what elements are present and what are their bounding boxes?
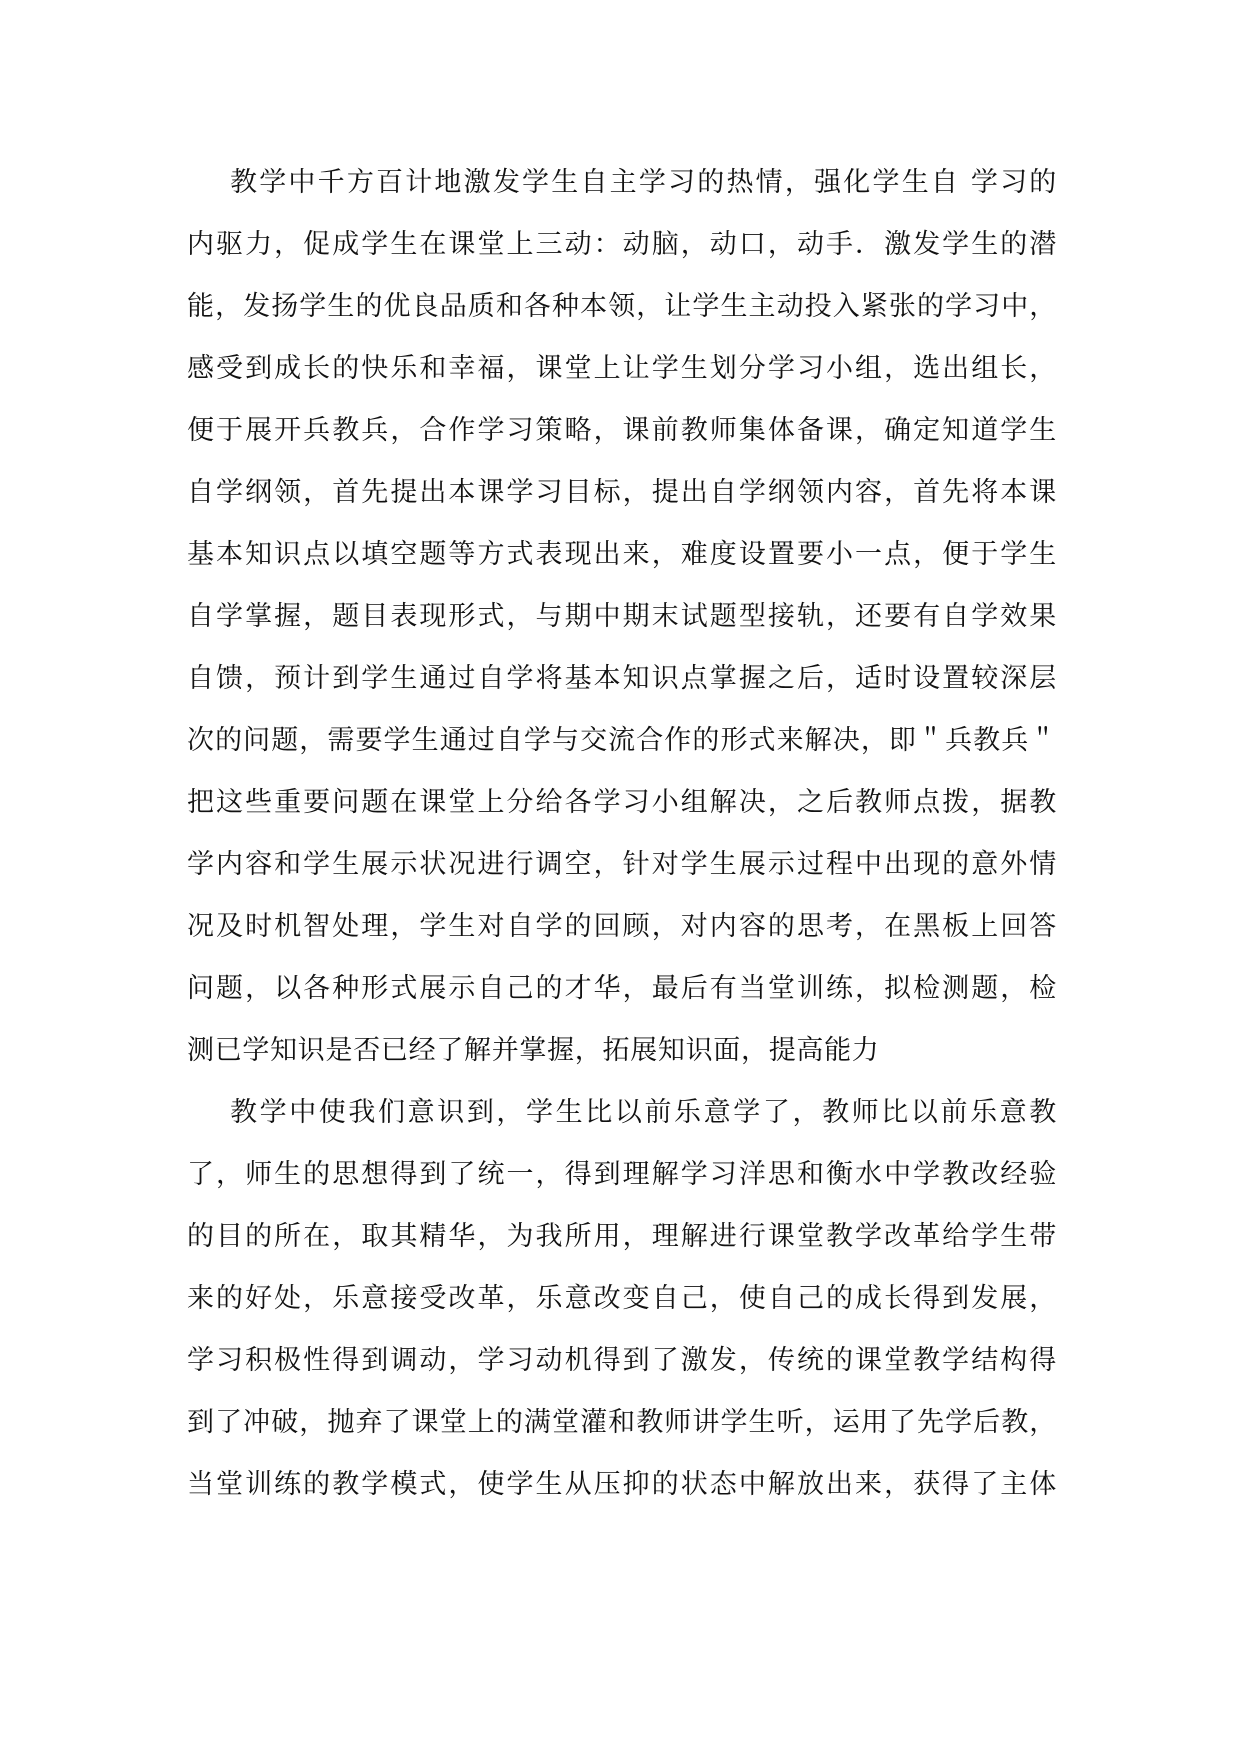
text-line: 次的问题，需要学生通过自学与交流合作的形式来解决，即＂兵教兵＂ — [187, 725, 1057, 756]
text-line: 教学中使我们意识到，学生比以前乐意学了，教师比以前乐意教 — [230, 1097, 1057, 1128]
text-line: 到了冲破，抛弃了课堂上的满堂灌和教师讲学生听，运用了先学后教， — [187, 1407, 1057, 1438]
text-line: 学内容和学生展示状况进行调空，针对学生展示过程中出现的意外情 — [187, 849, 1057, 880]
text-line: 问题，以各种形式展示自己的才华，最后有当堂训练，拟检测题，检 — [187, 973, 1057, 1004]
text-line: 内驱力，促成学生在课堂上三动：动脑，动口，动手．激发学生的潜 — [187, 229, 1057, 260]
text-line: 能，发扬学生的优良品质和各种本领，让学生主动投入紧张的学习中， — [187, 291, 1057, 322]
text-line: 了，师生的思想得到了统一，得到理解学习洋思和衡水中学教改经验 — [187, 1159, 1057, 1190]
text-line: 自学掌握，题目表现形式，与期中期末试题型接轨，还要有自学效果 — [187, 601, 1057, 632]
paragraph-2 — [187, 1082, 1057, 1516]
paragraph-1 — [187, 152, 1057, 1082]
text-line: 教学中千方百计地激发学生自主学习的热情，强化学生自 学习的 — [230, 167, 1057, 198]
text-line: 自学纲领，首先提出本课学习目标，提出自学纲领内容，首先将本课 — [187, 477, 1057, 508]
text-line: 感受到成长的快乐和幸福，课堂上让学生划分学习小组，选出组长， — [187, 353, 1057, 384]
text-line: 基本知识点以填空题等方式表现出来，难度设置要小一点，便于学生 — [187, 539, 1057, 570]
text-line: 自馈，预计到学生通过自学将基本知识点掌握之后，适时设置较深层 — [187, 663, 1057, 694]
text-line: 便于展开兵教兵，合作学习策略，课前教师集体备课，确定知道学生 — [187, 415, 1057, 446]
text-line: 测已学知识是否已经了解并掌握，拓展知识面，提高能力 — [187, 1035, 880, 1066]
document-body — [187, 152, 1057, 1516]
text-line: 的目的所在，取其精华，为我所用，理解进行课堂教学改革给学生带 — [187, 1221, 1057, 1252]
text-line: 当堂训练的教学模式，使学生从压抑的状态中解放出来，获得了主体 — [187, 1469, 1057, 1500]
text-line: 况及时机智处理，学生对自学的回顾，对内容的思考，在黑板上回答 — [187, 911, 1057, 942]
text-line: 来的好处，乐意接受改革，乐意改变自己，使自己的成长得到发展， — [187, 1283, 1057, 1314]
text-line: 把这些重要问题在课堂上分给各学习小组解决，之后教师点拨，据教 — [187, 787, 1057, 818]
text-line: 学习积极性得到调动，学习动机得到了激发，传统的课堂教学结构得 — [187, 1345, 1057, 1376]
